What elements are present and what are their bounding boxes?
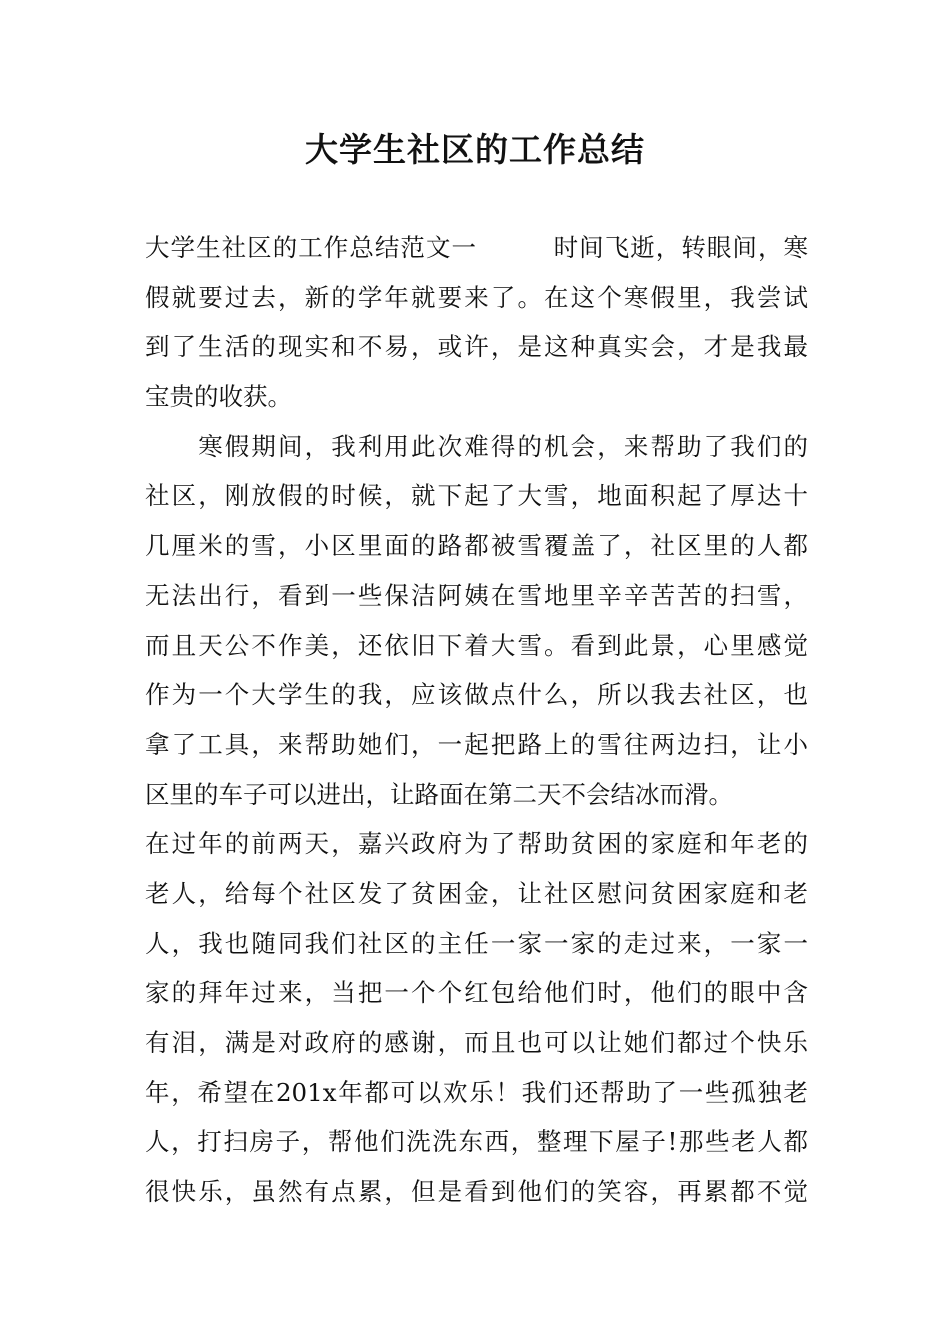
- text-line: 区里的车子可以进出，让路面在第二天不会结冰而滑。: [145, 779, 733, 809]
- text-line: 人，打扫房子，帮他们洗洗东西，整理下屋子!那些老人都: [145, 1127, 808, 1157]
- text-line: 寒假期间，我利用此次难得的机会，来帮助了我们的: [145, 431, 808, 461]
- text-line: 假就要过去，新的学年就要来了。在这个寒假里，我尝试: [145, 282, 808, 312]
- text-line: 年，希望在201x年都可以欢乐！我们还帮助了一些孤独老: [145, 1077, 808, 1107]
- text-line: 而且天公不作美，还依旧下着大雪。看到此景，心里感觉: [145, 630, 808, 660]
- text-line: 人，我也随同我们社区的主任一家一家的走过来，一家一: [145, 928, 808, 958]
- text-line: 几厘米的雪，小区里面的路都被雪覆盖了，社区里的人都: [145, 531, 808, 561]
- text-line: 很快乐，虽然有点累，但是看到他们的笑容，再累都不觉: [145, 1177, 808, 1207]
- text-line: 家的拜年过来，当把一个个红包给他们时，他们的眼中含: [145, 978, 808, 1008]
- text-line: 无法出行，看到一些保洁阿姨在雪地里辛辛苦苦的扫雪，: [145, 580, 808, 610]
- text-line: 作为一个大学生的我，应该做点什么，所以我去社区，也: [145, 680, 808, 710]
- text-line: 社区，刚放假的时候，就下起了大雪，地面积起了厚达十: [145, 481, 808, 511]
- document-title: 大学生社区的工作总结: [305, 130, 645, 169]
- text-line: 在过年的前两天，嘉兴政府为了帮助贫困的家庭和年老的: [145, 829, 808, 859]
- text-line: 宝贵的收获。: [145, 382, 292, 412]
- text-line: 拿了工具，来帮助她们，一起把路上的雪往两边扫，让小: [145, 729, 808, 759]
- text-line: 到了生活的现实和不易，或许，是这种真实会，才是我最: [145, 332, 808, 362]
- text-line: 有泪，满是对政府的感谢，而且也可以让她们都过个快乐: [145, 1028, 808, 1057]
- text-line: 大学生社区的工作总结范文一 时间飞逝，转眼间，寒: [145, 233, 808, 262]
- text-line: 老人，给每个社区发了贫困金，让社区慰问贫困家庭和老: [145, 878, 808, 908]
- document-body: [145, 230, 808, 1224]
